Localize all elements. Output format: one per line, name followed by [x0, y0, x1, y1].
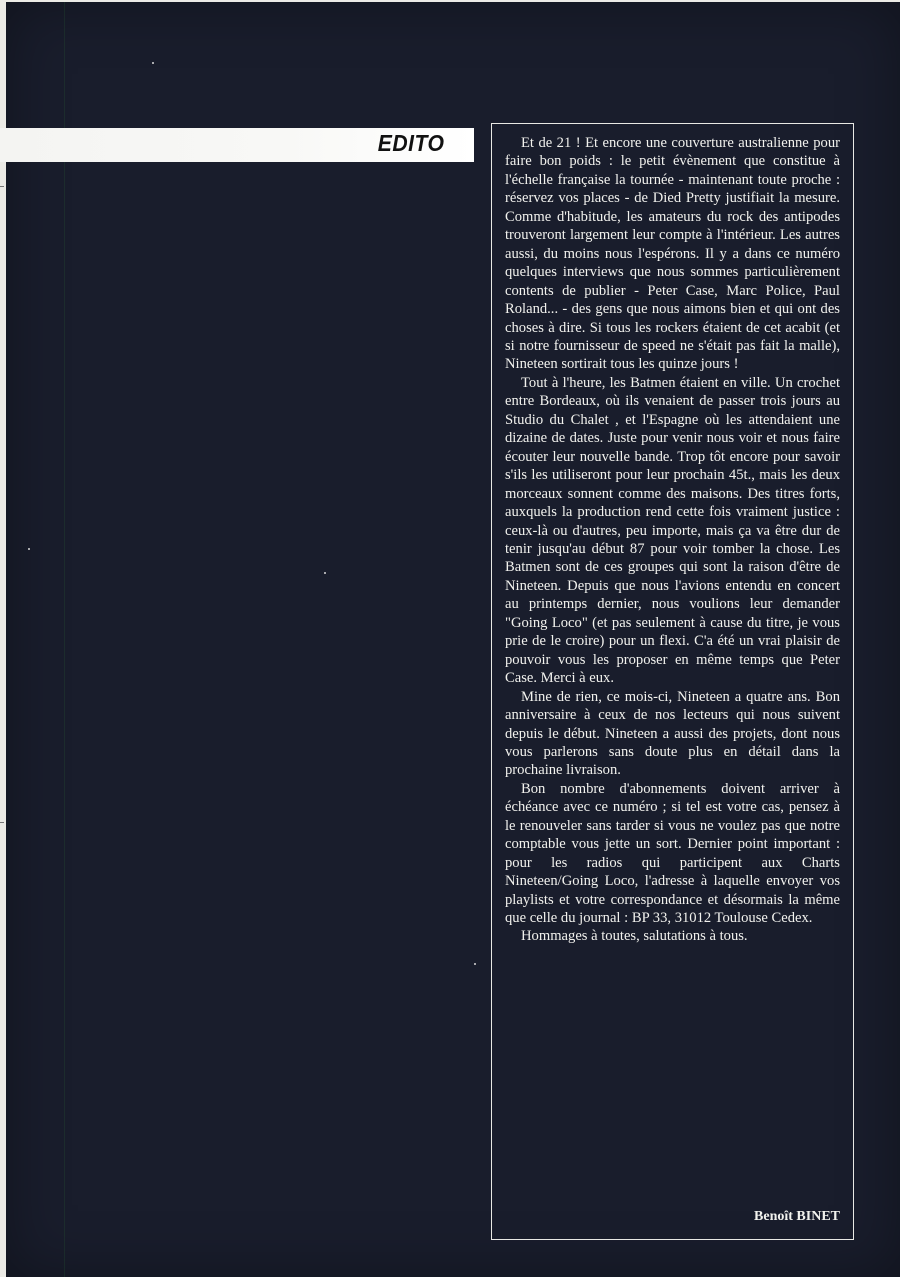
page-fold-line: [64, 2, 65, 1277]
margin-mark: [0, 186, 4, 187]
paragraph: Tout à l'heure, les Batmen étaient en ville. Un crochet entre Bordeaux, où ils venaient de passer trois jours au Studio du Chalet , et l'Espagne où les attendaient une dizaine de dates. Juste pour venir nous voir et nous faire écouter leur nouvelle bande. Trop tôt encore pour savoir s'ils les utiliseront pour leur prochain 45t., mais les deux morceaux sonnent comme des maisons. Des titres forts, auxquels la production rend cette fois vraiment justice : ceux-là ou d'autres, peu importe, mais ça va être dur de tenir jusqu'au début 87 pour voir tomber la chose. Les Batmen sont de ces groupes qui sont la raison d'être de Nineteen. Depuis que nous l'avions entendu en concert au printemps dernier, nous voulions leur demander "Going Loco" (et pas seulement à cause du titre, je vous prie de le croire) pour un flexi. C'a été un vrai plaisir de pouvoir vous les proposer en même temps que Peter Case. Merci à eux.: [505, 374, 840, 687]
print-speck: [474, 963, 476, 965]
author-signature: Benoît BINET: [754, 1209, 840, 1224]
print-speck: [28, 548, 30, 550]
paragraph: Mine de rien, ce mois-ci, Nineteen a quatre ans. Bon anniversaire à ceux de nos lecteurs qui nous suivent depuis le début. Nineteen a aussi des projets, dont nous vous parlerons sans doute plus en détail dans la prochaine livraison.: [505, 688, 840, 779]
edito-banner: [0, 128, 474, 162]
margin-mark: [0, 822, 4, 823]
print-speck: [324, 572, 326, 574]
paragraph: Hommages à toutes, salutations à tous.: [521, 928, 748, 945]
section-label: EDITO: [377, 130, 444, 156]
editorial-text: [505, 134, 840, 946]
paragraph: Et de 21 ! Et encore une couverture australienne pour faire bon poids : le petit évènement que constitue à l'échelle française la tournée - maintenant toute proche : réservez vos places - de Died Pretty justifiait la mesure. Comme d'habitude, les amateurs du rock des antipodes trouveront largement leur compte à l'intérieur. Les autres aussi, du moins nous l'espérons. Il y a dans ce numéro quelques interviews que nous sommes particulièrement contents de publier - Peter Case, Marc Police, Paul Roland... - des gens que nous aimons bien et qui ont des choses à dire. Si tous les rockers étaient de cet acabit (et si notre fournisseur de speed ne s'était pas fait la malle), Nineteen sortirait tous les quinze jours !: [505, 135, 840, 373]
paragraph: Bon nombre d'abonnements doivent arriver à échéance avec ce numéro ; si tel est votre cas, pensez à le renouveler sans tarder si vous ne voulez pas que notre comptable vous jette un sort. Dernier point important : pour les radios qui participent aux Charts Nineteen/Going Loco, l'adresse à laquelle envoyer vos playlists et votre correspondance et désormais la même que celle du journal : BP 33, 31012 Toulouse Cedex.: [505, 780, 840, 927]
print-speck: [152, 62, 154, 64]
